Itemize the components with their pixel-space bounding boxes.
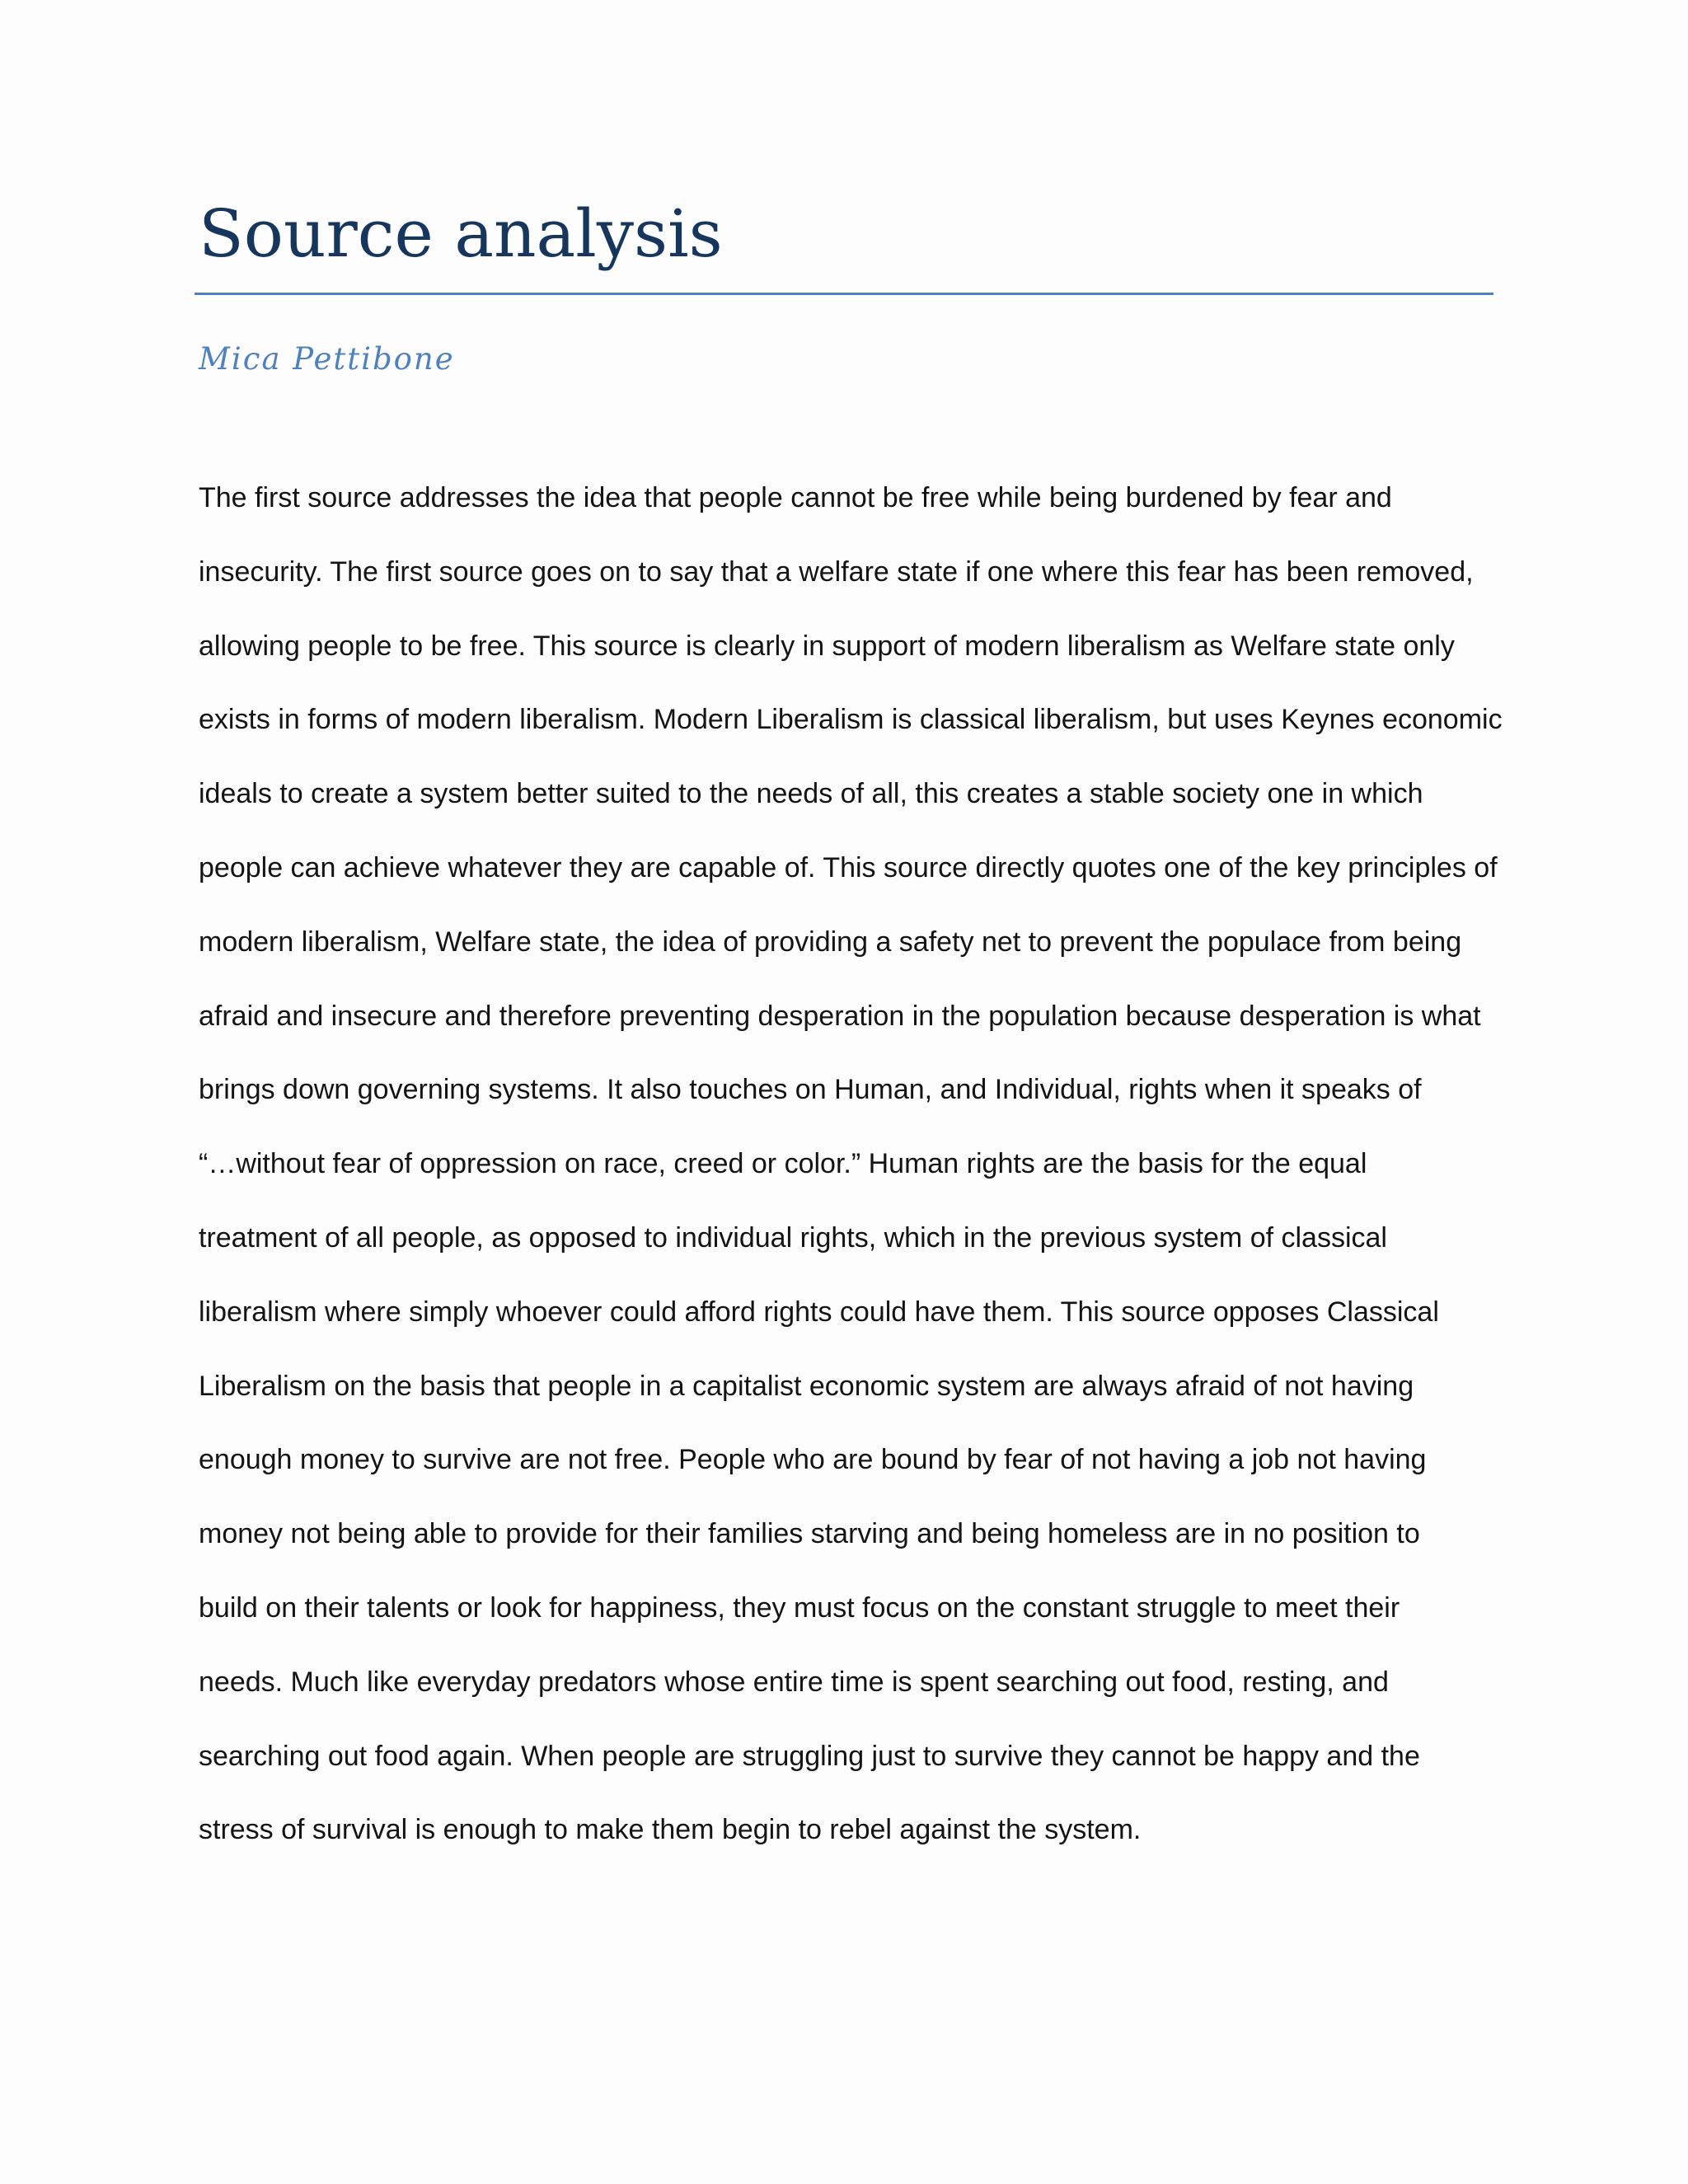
body-line: modern liberalism, Welfare state, the idea of providing a safety net to prevent the populace from being	[199, 926, 1462, 958]
body-line: insecurity. The first source goes on to say that a welfare state if one where this fear has been removed,	[199, 555, 1474, 588]
body-line: The first source addresses the idea that people cannot be free while being burdened by fear and	[199, 482, 1392, 513]
body-line: people can achieve whatever they are capable of. This source directly quotes one of the key principles of	[199, 851, 1498, 883]
document-title: Source analysis	[199, 195, 723, 272]
document-author: Mica Pettibone	[199, 341, 455, 377]
body-line: exists in forms of modern liberalism. Modern Liberalism is classical liberalism, but uses Keynes economic	[199, 704, 1503, 736]
body-line: Liberalism on the basis that people in a capitalist economic system are always afraid of not having	[199, 1370, 1414, 1402]
body-line: stress of survival is enough to make them begin to rebel against the system.	[199, 1814, 1142, 1846]
body-line: build on their talents or look for happiness, they must focus on the constant struggle to meet their	[199, 1591, 1400, 1624]
title-divider	[195, 293, 1493, 295]
body-paragraph	[199, 462, 1501, 1868]
body-line: money not being able to provide for their families starving and being homeless are in no position to	[199, 1518, 1420, 1550]
body-line: “…without fear of oppression on race, creed or color.” Human rights are the basis for the equal	[199, 1148, 1367, 1180]
body-line: ideals to create a system better suited to the needs of all, this creates a stable society one in which	[199, 778, 1423, 810]
body-line: enough money to survive are not free. People who are bound by fear of not having a job not having	[199, 1444, 1427, 1476]
body-line: afraid and insecure and therefore preventing desperation in the population because desperation is what	[199, 1000, 1481, 1032]
body-line: treatment of all people, as opposed to individual rights, which in the previous system of classical	[199, 1221, 1387, 1254]
body-line: brings down governing systems. It also touches on Human, and Individual, rights when it speaks of	[199, 1074, 1422, 1106]
body-line: allowing people to be free. This source is clearly in support of modern liberalism as Welfare state only	[199, 630, 1455, 662]
body-line: needs. Much like everyday predators whose entire time is spent searching out food, resting, and	[199, 1666, 1389, 1698]
body-line: liberalism where simply whoever could afford rights could have them. This source opposes Classical	[199, 1296, 1439, 1328]
body-line: searching out food again. When people are struggling just to survive they cannot be happy and the	[199, 1740, 1420, 1772]
